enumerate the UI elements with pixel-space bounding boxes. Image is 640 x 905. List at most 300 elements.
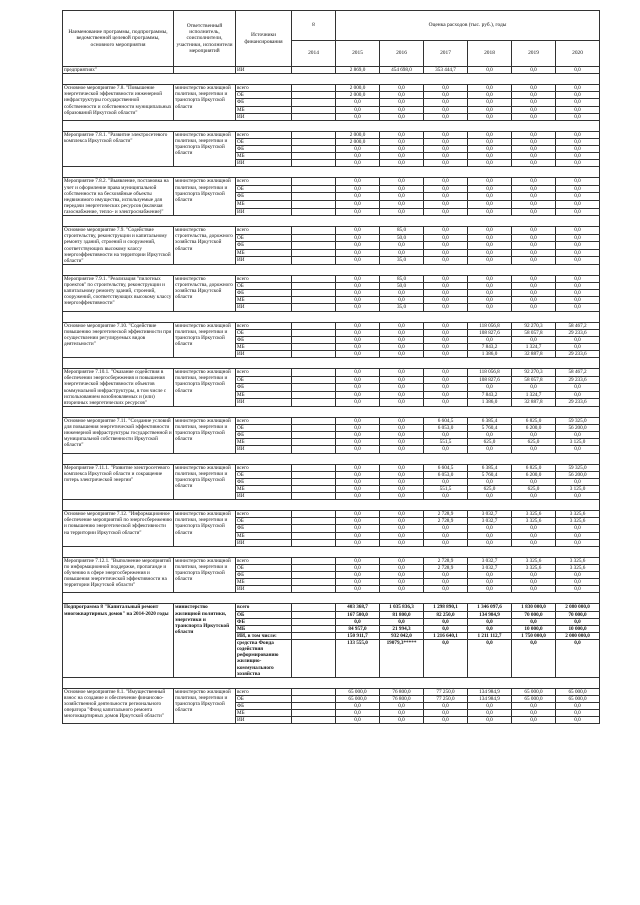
value-cell: 32 887,8 xyxy=(512,351,556,358)
value-cell: 0,0 xyxy=(468,618,512,625)
value-cell: 6 385,4 xyxy=(468,417,512,424)
value-cell: 0,0 xyxy=(380,710,424,717)
value-cell: 403 368,7 xyxy=(336,604,380,611)
source-cell: ИИ xyxy=(236,67,292,74)
value-cell: 0,0 xyxy=(556,572,600,579)
source-cell: ОБ xyxy=(236,376,292,384)
value-cell: 0,0 xyxy=(556,185,600,193)
value-cell: 0,0 xyxy=(468,85,512,92)
value-cell: 1 211 112,7 xyxy=(468,632,512,639)
marker-cell xyxy=(292,391,336,399)
source-cell: ФБ xyxy=(236,703,292,710)
value-cell: 0,0 xyxy=(424,208,468,216)
value-cell: 0,0 xyxy=(512,283,556,290)
value-cell: 0,0 xyxy=(556,153,600,160)
marker-cell xyxy=(292,201,336,209)
marker-cell xyxy=(292,399,336,407)
value-cell: 0,0 xyxy=(468,703,512,710)
executor-cell: министерство жилищной политики, энергетики и транспорта Иркутской области xyxy=(174,131,236,167)
source-cell: ОБ xyxy=(236,695,292,702)
value-cell: 0,0 xyxy=(468,532,512,539)
value-cell: 0,0 xyxy=(468,432,512,439)
value-cell: 0,0 xyxy=(512,618,556,625)
value-cell: 0,0 xyxy=(556,586,600,593)
marker-cell xyxy=(292,557,336,564)
value-cell: 0,0 xyxy=(380,464,424,471)
value-cell: 0,0 xyxy=(424,242,468,250)
marker-cell xyxy=(292,695,336,702)
source-cell: МБ xyxy=(236,249,292,257)
marker-cell xyxy=(292,208,336,216)
value-cell: 1 035 836,3 xyxy=(380,604,424,611)
value-cell: 0,0 xyxy=(380,351,424,358)
value-cell: 58 057,8 xyxy=(512,329,556,336)
value-cell: 1 324,7 xyxy=(512,391,556,399)
value-cell: 1 386,0 xyxy=(468,351,512,358)
value-cell: 0,0 xyxy=(424,532,468,539)
value-cell: 0,0 xyxy=(380,322,424,329)
marker-cell xyxy=(292,178,336,186)
source-cell: ИИ xyxy=(236,399,292,407)
value-cell: 0,0 xyxy=(512,153,556,160)
value-cell: 0,0 xyxy=(336,376,380,384)
table-row xyxy=(63,131,600,138)
value-cell: 0,0 xyxy=(380,557,424,564)
value-cell: 0,0 xyxy=(380,329,424,336)
gap-cell xyxy=(63,500,600,511)
marker-cell xyxy=(292,688,336,695)
source-cell: ОБ xyxy=(236,138,292,145)
table-row xyxy=(63,417,600,424)
value-cell: 0,0 xyxy=(380,160,424,167)
marker-cell xyxy=(292,99,336,106)
value-cell: 0,0 xyxy=(512,446,556,453)
value-cell: 0,0 xyxy=(556,343,600,350)
value-cell: 0,0 xyxy=(424,146,468,153)
source-cell: всего xyxy=(236,688,292,695)
value-cell: 2 000 000,0 xyxy=(556,632,600,639)
value-cell: 0,0 xyxy=(424,201,468,209)
value-cell: 0,0 xyxy=(512,586,556,593)
executor-cell: министерство жилищной политики, энергетики и транспорта Иркутской области xyxy=(174,85,236,121)
value-cell: 0,0 xyxy=(512,493,556,500)
executor-cell: министерство жилищной политики, энергетики и транспорта Иркутской области xyxy=(174,417,236,453)
value-cell: 0,0 xyxy=(380,242,424,250)
value-cell: 0,0 xyxy=(424,322,468,329)
value-cell: 76 800,0 xyxy=(380,695,424,702)
value-cell: 0,0 xyxy=(512,525,556,532)
value-cell: 0,0 xyxy=(468,539,512,546)
source-cell: ОБ xyxy=(236,185,292,193)
source-cell: ФБ xyxy=(236,336,292,343)
value-cell: 0,0 xyxy=(424,579,468,586)
value-cell: 3 125,0 xyxy=(556,439,600,446)
measure-name: Мероприятие 7.8.2. "Выявление, постановка на учет и оформление права муниципальной собственности на бесхозяйные объекты недвижимого имущества, используемые для передачи энергетических ресурсов (включая газоснабжение, тепло- и электроснабжение)" xyxy=(63,178,174,216)
source-cell: МБ xyxy=(236,485,292,492)
value-cell: 77 250,0 xyxy=(424,695,468,702)
marker-cell xyxy=(292,471,336,478)
marker-cell xyxy=(292,640,336,678)
marker-cell xyxy=(292,425,336,432)
value-cell: 0,0 xyxy=(424,257,468,265)
value-cell: 0,0 xyxy=(468,290,512,297)
value-cell: 0,0 xyxy=(380,290,424,297)
value-cell: 625,0 xyxy=(512,485,556,492)
value-cell: 0,0 xyxy=(424,290,468,297)
value-cell: 10 000,0 xyxy=(512,625,556,632)
value-cell: 0,0 xyxy=(424,478,468,485)
value-cell: 0,0 xyxy=(468,92,512,99)
value-cell: 0,0 xyxy=(556,717,600,724)
value-cell: 0,0 xyxy=(380,717,424,724)
marker-cell xyxy=(292,703,336,710)
marker-cell xyxy=(292,343,336,350)
source-cell: ИИ xyxy=(236,304,292,311)
block-gap xyxy=(63,453,600,464)
marker-cell xyxy=(292,67,336,74)
value-cell: 0,0 xyxy=(336,391,380,399)
marker-cell xyxy=(292,376,336,384)
value-cell: 0,0 xyxy=(336,446,380,453)
marker-cell xyxy=(292,113,336,120)
source-cell: ОБ xyxy=(236,425,292,432)
value-cell: 0,0 xyxy=(380,579,424,586)
value-cell: 0,0 xyxy=(468,283,512,290)
marker-cell xyxy=(292,710,336,717)
value-cell: 0,0 xyxy=(336,193,380,201)
value-cell: 0,0 xyxy=(512,297,556,304)
value-cell: 0,0 xyxy=(556,106,600,113)
value-cell: 0,0 xyxy=(380,113,424,120)
value-cell: 0,0 xyxy=(336,439,380,446)
value-cell: 0,0 xyxy=(336,478,380,485)
marker-cell xyxy=(292,297,336,304)
value-cell: 932 042,0 xyxy=(380,632,424,639)
value-cell: 0,0 xyxy=(424,717,468,724)
measure-name: Мероприятие 7.11.1. "Развитие электросетевого комплекса Иркутской области и сокращение потерь электрической энергии" xyxy=(63,464,174,500)
value-cell: 0,0 xyxy=(380,336,424,343)
value-cell: 3 325,6 xyxy=(556,564,600,571)
source-cell: МБ xyxy=(236,439,292,446)
source-cell: ФБ xyxy=(236,618,292,625)
value-cell: 0,0 xyxy=(336,234,380,242)
marker-cell xyxy=(292,525,336,532)
marker-cell xyxy=(292,336,336,343)
source-cell: ОБ xyxy=(236,518,292,525)
value-cell: 0,0 xyxy=(380,92,424,99)
measure-name: Мероприятие 7.10.1. "Оказание содействия в обеспечении энергосбережения и повышения энергетической эффективности объектов коммунальной инфраструктуры, в том числе с использованием возобновляемых и (или) вторичных энергетических ресурсов" xyxy=(63,369,174,407)
value-cell: 0,0 xyxy=(380,369,424,377)
marker-cell xyxy=(292,131,336,138)
value-cell: 0,0 xyxy=(512,703,556,710)
marker-cell xyxy=(292,351,336,358)
value-cell: 0,0 xyxy=(336,518,380,525)
header-year: 2017 xyxy=(424,41,468,67)
value-cell: 0,0 xyxy=(336,106,380,113)
marker-cell xyxy=(292,485,336,492)
gap-cell xyxy=(63,264,600,275)
value-cell: 0,0 xyxy=(380,618,424,625)
value-cell: 0,0 xyxy=(556,532,600,539)
value-cell: 0,0 xyxy=(380,193,424,201)
source-cell: ОБ xyxy=(236,92,292,99)
block-gap xyxy=(63,406,600,417)
value-cell: 0,0 xyxy=(512,99,556,106)
value-cell: 0,0 xyxy=(336,113,380,120)
value-cell: 0,0 xyxy=(424,275,468,282)
value-cell: 0,0 xyxy=(380,138,424,145)
header-executor: Ответственный исполнитель, соисполнители, участники, исполнители мероприятий xyxy=(174,11,236,67)
value-cell: 6 053,0 xyxy=(424,471,468,478)
value-cell: 0,0 xyxy=(468,146,512,153)
value-cell: 0,0 xyxy=(468,525,512,532)
value-cell: 2 728,9 xyxy=(424,511,468,518)
value-cell: 0,0 xyxy=(556,160,600,167)
gap-cell xyxy=(63,406,600,417)
value-cell: 454 698,0 xyxy=(380,67,424,74)
value-cell: 0,0 xyxy=(468,185,512,193)
source-cell: МБ xyxy=(236,532,292,539)
value-cell: 0,0 xyxy=(424,106,468,113)
value-cell: 0,0 xyxy=(512,67,556,74)
source-cell: МБ xyxy=(236,625,292,632)
value-cell: 0,0 xyxy=(512,532,556,539)
value-cell: 6 604,5 xyxy=(424,464,468,471)
marker-cell xyxy=(292,106,336,113)
value-cell: 0,0 xyxy=(512,146,556,153)
header-year: 2020 xyxy=(556,41,600,67)
value-cell: 2 728,9 xyxy=(424,564,468,571)
source-cell: МБ xyxy=(236,579,292,586)
value-cell: 6 200,0 xyxy=(512,425,556,432)
value-cell: 0,0 xyxy=(380,384,424,392)
value-cell: 0,0 xyxy=(512,275,556,282)
marker-cell xyxy=(292,193,336,201)
executor-cell: министерство жилищной политики, энергетики и транспорта Иркутской области xyxy=(174,557,236,593)
value-cell: 65 000,0 xyxy=(512,688,556,695)
value-cell: 58 057,8 xyxy=(512,376,556,384)
value-cell: 0,0 xyxy=(556,336,600,343)
value-cell: 3 325,6 xyxy=(512,518,556,525)
value-cell: 625,0 xyxy=(468,439,512,446)
source-cell: ФБ xyxy=(236,432,292,439)
value-cell: 0,0 xyxy=(424,710,468,717)
table-row xyxy=(63,464,600,471)
value-cell: 150 911,7 xyxy=(336,632,380,639)
value-cell: 0,0 xyxy=(336,201,380,209)
value-cell: 0,0 xyxy=(424,351,468,358)
value-cell: 2 000,0 xyxy=(336,92,380,99)
marker-cell xyxy=(292,304,336,311)
value-cell: 0,0 xyxy=(468,446,512,453)
value-cell: 0,0 xyxy=(556,208,600,216)
value-cell: 0,0 xyxy=(468,717,512,724)
value-cell: 0,0 xyxy=(468,178,512,186)
source-cell: МБ xyxy=(236,297,292,304)
value-cell: 0,0 xyxy=(556,201,600,209)
marker-cell xyxy=(292,275,336,282)
block-gap xyxy=(63,167,600,178)
value-cell: 0,0 xyxy=(336,586,380,593)
value-cell: 0,0 xyxy=(556,92,600,99)
measure-name: Мероприятие 7.12.1. "Выполнение мероприятий по информационной поддержке, пропаганде и обучению в сфере энергосбережения и повышения энергетической эффективности на территории Иркутской области" xyxy=(63,557,174,593)
marker-cell xyxy=(292,518,336,525)
value-cell: 0,0 xyxy=(336,304,380,311)
gap-cell xyxy=(63,358,600,369)
value-cell: 0,0 xyxy=(424,446,468,453)
source-cell: ОБ xyxy=(236,611,292,618)
value-cell: 3 325,6 xyxy=(512,564,556,571)
marker-cell xyxy=(292,564,336,571)
value-cell: 7 843,2 xyxy=(468,391,512,399)
marker-cell xyxy=(292,185,336,193)
value-cell: 84 957,0 xyxy=(336,625,380,632)
value-cell: 0,0 xyxy=(468,579,512,586)
value-cell: 0,0 xyxy=(512,201,556,209)
value-cell: 2 728,9 xyxy=(424,518,468,525)
value-cell: 58 467,2 xyxy=(556,369,600,377)
source-cell: МБ xyxy=(236,153,292,160)
value-cell: 0,0 xyxy=(512,138,556,145)
value-cell: 85,0 xyxy=(380,275,424,282)
value-cell: 0,0 xyxy=(468,242,512,250)
value-cell: 0,0 xyxy=(336,290,380,297)
value-cell: 0,0 xyxy=(336,153,380,160)
source-cell: ИИ xyxy=(236,586,292,593)
value-cell: 0,0 xyxy=(512,106,556,113)
table-row xyxy=(63,67,600,74)
value-cell: 0,0 xyxy=(556,579,600,586)
value-cell: 1 216 640,1 xyxy=(424,632,468,639)
marker-cell xyxy=(292,586,336,593)
value-cell: 0,0 xyxy=(336,493,380,500)
value-cell: 0,0 xyxy=(336,525,380,532)
value-cell: 0,0 xyxy=(512,208,556,216)
value-cell: 0,0 xyxy=(336,208,380,216)
value-cell: 0,0 xyxy=(424,131,468,138)
value-cell: 29 233,6 xyxy=(556,329,600,336)
value-cell: 0,0 xyxy=(424,586,468,593)
value-cell: 0,0 xyxy=(512,85,556,92)
source-cell: всего xyxy=(236,85,292,92)
value-cell: 0,0 xyxy=(468,208,512,216)
value-cell: 0,0 xyxy=(556,227,600,235)
value-cell: 0,0 xyxy=(336,557,380,564)
value-cell: 29 233,6 xyxy=(556,351,600,358)
value-cell: 0,0 xyxy=(380,153,424,160)
marker-cell xyxy=(292,234,336,242)
source-cell: всего xyxy=(236,131,292,138)
marker-cell xyxy=(292,249,336,257)
value-cell: 0,0 xyxy=(468,234,512,242)
marker-cell xyxy=(292,369,336,377)
measure-name: Основное мероприятие 7.10. "Содействие повышению энергетической эффективности при осуществлении регулируемых видов деятельности" xyxy=(63,322,174,358)
marker-cell xyxy=(292,717,336,724)
value-cell: 0,0 xyxy=(556,297,600,304)
value-cell: 0,0 xyxy=(512,432,556,439)
value-cell: 0,0 xyxy=(424,369,468,377)
header-year: 2014 xyxy=(292,41,336,67)
value-cell: 0,0 xyxy=(424,283,468,290)
value-cell: 0,0 xyxy=(380,146,424,153)
value-cell: 0,0 xyxy=(556,290,600,297)
value-cell: 0,0 xyxy=(336,432,380,439)
value-cell: 3 325,6 xyxy=(512,557,556,564)
value-cell: 0,0 xyxy=(512,304,556,311)
value-cell: 0,0 xyxy=(424,399,468,407)
value-cell: 0,0 xyxy=(512,227,556,235)
value-cell: 0,0 xyxy=(336,471,380,478)
value-cell: 0,0 xyxy=(556,257,600,265)
measure-name: Основное мероприятие 8.1. "Имущественный взнос на создание и обеспечение финансово-хозяйственной деятельности регионального оператора "Фонд капитального ремонта многоквартирных домов Иркутской области" xyxy=(63,688,174,724)
value-cell: 1 298 890,1 xyxy=(424,604,468,611)
value-cell: 0,0 xyxy=(380,131,424,138)
value-cell: 0,0 xyxy=(424,92,468,99)
value-cell: 1 386,0 xyxy=(468,399,512,407)
value-cell: 0,0 xyxy=(424,160,468,167)
value-cell: 625,0 xyxy=(468,485,512,492)
value-cell: 3 032,7 xyxy=(468,518,512,525)
value-cell: 0,0 xyxy=(468,493,512,500)
marker-cell xyxy=(292,329,336,336)
value-cell: 0,0 xyxy=(380,106,424,113)
value-cell: 0,0 xyxy=(336,399,380,407)
value-cell: 0,0 xyxy=(556,242,600,250)
header-source: Источники финансирования xyxy=(236,11,292,67)
source-cell: МБ xyxy=(236,106,292,113)
value-cell: 0,0 xyxy=(556,539,600,546)
value-cell: 0,0 xyxy=(336,227,380,235)
value-cell: 29 233,6 xyxy=(556,376,600,384)
marker-cell xyxy=(292,493,336,500)
value-cell: 10 000,0 xyxy=(556,625,600,632)
value-cell: 0,0 xyxy=(556,138,600,145)
marker-cell xyxy=(292,446,336,453)
marker-cell xyxy=(292,625,336,632)
value-cell: 0,0 xyxy=(556,178,600,186)
value-cell: 3 325,6 xyxy=(556,518,600,525)
source-cell: ФБ xyxy=(236,478,292,485)
source-cell: всего xyxy=(236,322,292,329)
value-cell: 0,0 xyxy=(380,343,424,350)
value-cell: 0,0 xyxy=(380,249,424,257)
table-row xyxy=(63,557,600,564)
value-cell: 0,0 xyxy=(468,336,512,343)
value-cell: 0,0 xyxy=(336,178,380,186)
value-cell: 3 032,7 xyxy=(468,557,512,564)
source-cell: ИИ xyxy=(236,446,292,453)
value-cell: 65 000,0 xyxy=(336,688,380,695)
source-cell: всего xyxy=(236,464,292,471)
source-cell: всего xyxy=(236,511,292,518)
block-gap xyxy=(63,74,600,85)
value-cell: 0,0 xyxy=(424,384,468,392)
value-cell: 551,5 xyxy=(424,439,468,446)
value-cell: 134 984,9 xyxy=(468,688,512,695)
value-cell: 5 760,4 xyxy=(468,425,512,432)
value-cell: 0,0 xyxy=(380,201,424,209)
value-cell: 0,0 xyxy=(336,717,380,724)
marker-cell xyxy=(292,257,336,265)
value-cell: 2 080 000,0 xyxy=(556,604,600,611)
value-cell: 0,0 xyxy=(556,618,600,625)
value-cell: 0,0 xyxy=(336,146,380,153)
table-row xyxy=(63,604,600,611)
gap-cell xyxy=(63,216,600,227)
value-cell: 0,0 xyxy=(336,417,380,424)
value-cell: 59 325,0 xyxy=(556,464,600,471)
value-cell: 0,0 xyxy=(336,464,380,471)
